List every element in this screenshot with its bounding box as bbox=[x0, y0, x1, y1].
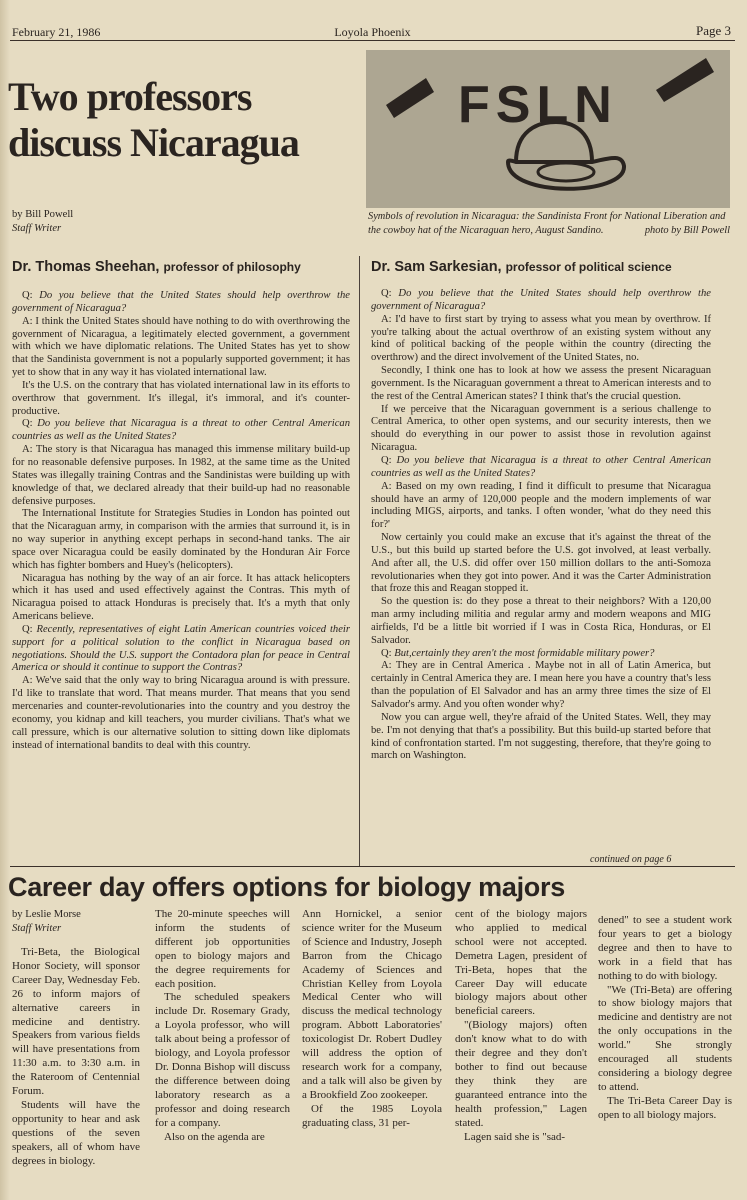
qa-label: Q: bbox=[381, 288, 392, 299]
left-professor-title: professor of philosophy bbox=[163, 260, 301, 274]
interview-paragraph bbox=[371, 596, 711, 647]
section-rule bbox=[10, 866, 735, 867]
interview-paragraph bbox=[371, 404, 711, 455]
career-column-2 bbox=[155, 908, 290, 1144]
interview-paragraph bbox=[371, 660, 711, 711]
page-header bbox=[10, 22, 735, 41]
issue-date: February 21, 1986 bbox=[12, 25, 101, 39]
byline-name: by Bill Powell bbox=[12, 209, 74, 220]
paragraph-text: But,certainly they aren't the most formidable military power? bbox=[391, 647, 655, 659]
paragraph-text: Recently, representatives of eight Latin American countries voiced their support for a political solution to the conflict in Nicaragua based on negotiations. Should the U.S. support the Contadora plan for peace in Central America or should it continue to support the Contras? bbox=[12, 623, 350, 674]
qa-label: A: bbox=[22, 444, 33, 456]
main-headline bbox=[8, 74, 358, 166]
career-paragraph: Also on the agenda are bbox=[164, 1130, 265, 1143]
byline bbox=[12, 208, 73, 236]
interview-paragraph bbox=[371, 288, 711, 314]
paragraph-text: Nicaragua has nothing by the way of an air force. It has attack helicopters which it has used and used effectively against the Contras. This myth of Nicaragua poised to attack Honduras is precisely that. It's a myth that only Americans believe. bbox=[12, 572, 350, 623]
career-paragraph: "(Biology majors) often don't know what to do with their degree and they don't bother to find out because they think they are guaranteed entrance into the health profession," Lagen stated. bbox=[455, 1019, 587, 1129]
fsln-photo-graphic bbox=[366, 50, 730, 208]
paragraph-text: We've said that the only way to bring Nicaragua around is with pressure. I'd like to translate that word. That means murder. That means that you send mercenaries and counter-revolutionaries into the country and you destroy the economy, you kidnap and kill teachers, you murder civilians. That's what we call pressure, which is our alternative solution to sitting down like diplomats instead of international bandits to deal with this country. bbox=[12, 675, 350, 751]
interview-paragraph bbox=[12, 675, 350, 752]
right-professor-title: professor of political science bbox=[505, 260, 672, 274]
right-professor-name: Dr. Sam Sarkesian, bbox=[371, 259, 502, 275]
career-paragraph: Students will have the opportunity to hear and ask questions of the seven speakers, all of whom have degrees in biology. bbox=[12, 1098, 140, 1167]
photo-caption bbox=[368, 210, 730, 238]
career-column-5 bbox=[598, 914, 732, 1123]
caption-text: Symbols of revolution in Nicaragua: the Sandinista Front for National Liberation and the cowboy hat of the Nicaraguan hero, August Sandino. bbox=[368, 211, 726, 236]
career-paragraph: Tri-Beta, the Biological Honor Society, will sponsor Career Day, Wednesday Feb. 26 to inform majors of alternative careers in medicine and dentistry. Speakers from various fields will have presentations from 11:30 a.m. to 3:30 a.m. in the Rateroom of Centennial Forum. bbox=[12, 946, 140, 1098]
paragraph-text: So the question is: do they pose a threat to their neighbors? With a 120,00 man army including militia and regular army and modern weapons and MIG airfields, I'd be a little bit worried if I was in Costa Rica, Honduras, or El Salvador. bbox=[371, 596, 711, 646]
career-paragraph: cent of the biology majors who applied to medical school were not accepted. Demetra Lagen, president of Tri-Beta, hopes that the Career Day will educate biology majors about other beneficial careers. bbox=[455, 908, 587, 1018]
photo bbox=[366, 50, 730, 208]
page-number: Page 3 bbox=[695, 23, 731, 38]
interview-paragraph bbox=[12, 290, 350, 316]
career-paragraph: The 20-minute speeches will inform the students of different job opportunities open to biology majors and the degree requirements for each position. bbox=[155, 908, 290, 990]
qa-label: Q: bbox=[381, 454, 392, 466]
paragraph-text: The International Institute for Strategies Studies in London has pointed out that the Nicaraguan army, in comparison with the armies that surround it, is in no way superior in anything except perhaps in second-hand tanks. The air space over Nicaragua could be easily dominated by the Honduran Air Force which has fighter bombers and Huey's (helicopters). bbox=[12, 508, 350, 571]
paper-name: Loyola Phoenix bbox=[334, 25, 411, 39]
qa-label: Q: bbox=[381, 647, 392, 659]
paragraph-text: Now you can argue well, they're afraid of the United States. Well, they may be. I'm not denying that that's a possibility. But this build-up started before that kind of confrontation started. I'm not suggesting, therefore, that they're going to march on Washington. bbox=[371, 711, 711, 762]
paragraph-text: Secondly, I think one has to look at how we assess the present Nicaraguan government. Is the Nicaraguan government a threat to American interests and to the rest of the Central American states? I think that's the crucial question. bbox=[371, 365, 711, 402]
interview-paragraph bbox=[12, 624, 350, 675]
career-column-3 bbox=[302, 908, 442, 1131]
qa-label: A: bbox=[381, 480, 392, 492]
paragraph-text: They are in Central America . Maybe not in all of Latin America, but certainly in Central America they are. I mean here you have a country that's less than the population of El Salvador and has an army three times the size of El Salvador's army. And you often wonder why? bbox=[371, 660, 711, 710]
interview-paragraph bbox=[12, 573, 350, 624]
career-paragraph: Of the 1985 Loyola graduating class, 31 per- bbox=[302, 1102, 442, 1129]
interview-paragraph bbox=[371, 314, 711, 365]
career-headline: Career day offers options for biology majors bbox=[8, 872, 565, 902]
career-column-4 bbox=[455, 908, 587, 1144]
qa-label: Q: bbox=[22, 623, 33, 635]
career-paragraph: dened" to see a student work four years to get a biology degree and then to have to work in a field that has nothing to do with biology. bbox=[598, 914, 732, 982]
headline-line-2: discuss Nicaragua bbox=[8, 120, 299, 165]
career-paragraph: The Tri-Beta Career Day is open to all biology majors. bbox=[598, 1094, 732, 1121]
qa-label: A: bbox=[381, 660, 392, 672]
binding-edge bbox=[0, 0, 10, 1200]
continued-note: continued on page 6 bbox=[590, 854, 672, 865]
left-professor-name: Dr. Thomas Sheehan, bbox=[12, 259, 160, 275]
qa-label: A: bbox=[22, 315, 33, 327]
interview-paragraph bbox=[371, 481, 711, 532]
career-byline-role: Staff Writer bbox=[12, 923, 62, 934]
career-byline-name: by Leslie Morse bbox=[12, 909, 81, 920]
qa-label: A: bbox=[22, 675, 33, 687]
qa-label: A: bbox=[381, 313, 392, 325]
paragraph-text: If we perceive that the Nicaraguan government is a serious challenge to Central America, to other open systems, and our security interests, then we should do everything in our power to assist those in revolution against Nicaragua. bbox=[371, 403, 711, 454]
career-paragraph: Lagen said she is "sad- bbox=[464, 1130, 566, 1143]
photo-credit: photo by Bill Powell bbox=[644, 225, 730, 236]
right-column-heading bbox=[371, 258, 672, 276]
career-paragraph: "We (Tri-Beta) are offering to show biology majors that medicine and dentistry are not the only occupations in the world." She strongly encouraged all students considering a biology degree to attend. bbox=[598, 983, 732, 1093]
interview-paragraph bbox=[12, 418, 350, 444]
paragraph-text: Do you believe that the United States should help overthrow the government of Nicaragua? bbox=[12, 290, 350, 314]
headline-line-1: Two professors bbox=[8, 74, 252, 119]
career-column-1 bbox=[12, 946, 140, 1169]
interview-paragraph bbox=[12, 444, 350, 508]
career-byline bbox=[12, 908, 81, 936]
interview-paragraph bbox=[371, 532, 711, 596]
paragraph-text: Do you believe that the United States should help overthrow the government of Nicaragua? bbox=[371, 288, 711, 312]
byline-role: Staff Writer bbox=[12, 223, 62, 234]
photo-painted-letters: FSLN bbox=[458, 76, 618, 134]
paragraph-text: It's the U.S. on the contrary that has violated international law in its efforts to overthrow that government. It's illegal, it's immoral, and it's counter-productive. bbox=[12, 379, 350, 417]
paragraph-text: Do you believe that Nicaragua is a threat to other Central American countries as well as the United States? bbox=[371, 454, 711, 479]
paragraph-text: I think the United States should have nothing to do with overthrowing the government of Nicaragua, a legitimately elected government, a government with which we have diplomatic relations. The United States has yet to show that the Sandinista government is not a popularly supported government; it has yet to show that in any way it has violated international law. bbox=[12, 315, 350, 379]
interview-paragraph bbox=[12, 508, 350, 572]
left-interview-text bbox=[12, 290, 350, 752]
column-divider bbox=[359, 256, 360, 866]
career-paragraph: Ann Hornickel, a senior science writer for the Museum of Science and Industry, Joseph Barron from the Chicago Academy of Sciences and Christian Kelley from Loyola Medical Center who will discuss the medical technology program. Abbott Laboratories' toxicologist Dr. Robert Dudley will address the option of research work for a company, and a talk will also be given by a Brookfield Zoo zookeeper. bbox=[302, 908, 442, 1101]
right-interview-text bbox=[371, 288, 711, 763]
career-paragraph: The scheduled speakers include Dr. Rosemary Grady, a Loyola professor, who will talk about being a professor of biology, and Loyola professor Dr. Donna Bishop will discuss the difference between doing laboratory research as a professor and doing research for a company. bbox=[155, 991, 290, 1129]
interview-paragraph bbox=[12, 316, 350, 380]
left-column-heading bbox=[12, 258, 301, 276]
interview-paragraph bbox=[371, 712, 711, 763]
interview-paragraph bbox=[371, 648, 711, 661]
paragraph-text: Do you believe that Nicaragua is a threat to other Central American countries as well as the United States? bbox=[12, 418, 350, 443]
qa-label: Q: bbox=[22, 418, 33, 430]
interview-paragraph bbox=[371, 365, 711, 404]
paragraph-text: The story is that Nicaragua has managed this immense military build-up for no reasonable defensive purposes. In 1982, at the same time as the United States was illegally training Contras and the Sandinistas were building up with knowledge of that, we declared already that their build-up had no reasonable defensive purposes. bbox=[12, 444, 350, 507]
paragraph-text: I'd have to first start by trying to assess what you mean by overthrow. If you're talking about the actual overthrow of an existing system without any kind of political backing of the people within the country (directing the overthrow) and the direct involvement of the United States, no. bbox=[371, 313, 711, 364]
paragraph-text: Based on my own reading, I find it difficult to presume that Nicaragua should have an army of 120,000 people and the modern implements of war including MIGS, airports, and tanks. I often wonder, 'what do they need this for?' bbox=[371, 480, 711, 531]
interview-paragraph bbox=[12, 380, 350, 419]
qa-label: Q: bbox=[22, 290, 33, 301]
interview-paragraph bbox=[371, 455, 711, 481]
paragraph-text: Now certainly you could make an excuse that it's against the threat of the U.S., but this build up started before the U.S. got involved, at least verbally. And after all, the U.S. did offer over 150 million dollars to the anti-Somoza revolutionaries when they got into power. And it was the Carter Administration that froze this and Reagan stopped it. bbox=[371, 532, 711, 595]
